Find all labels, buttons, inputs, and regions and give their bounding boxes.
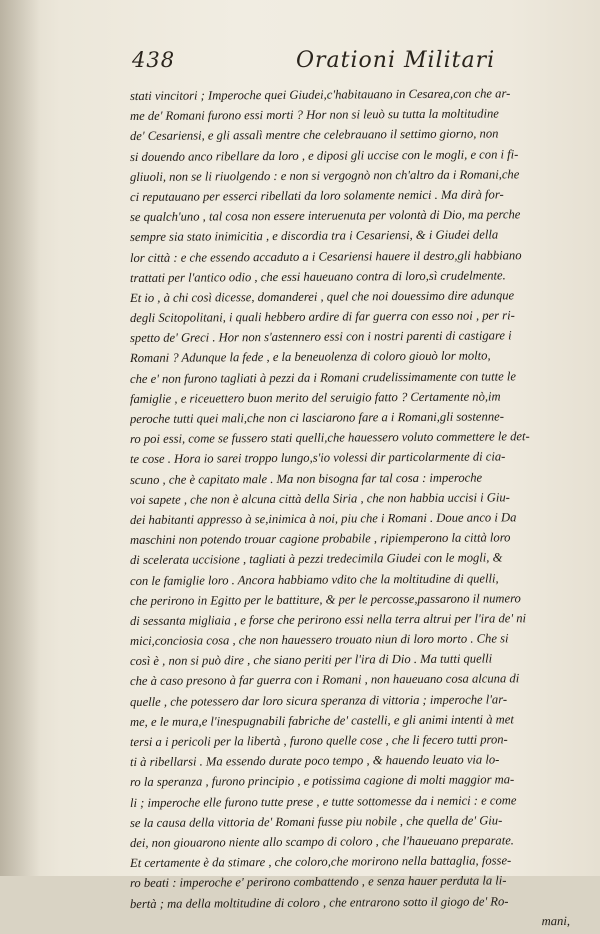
text-line: se qualch'uno , tal cosa non essere interuenuta per volontà di Dio, ma perche [130,207,521,225]
text-line: se la causa della vittoria de' Romani fusse piu nobile , che quella de' Giu- [130,813,503,830]
text-line: si douendo anco ribellare da loro , e diposi gli uccise con le mogli, e con i fi- [130,146,519,164]
page-number: 438 [132,48,176,72]
text-line: degli Scitopolitani, i quali hebbero ardire di far guerra con esso noi , per ri- [130,308,515,326]
text-line: scuno , che è capitato male . Ma non bisogna far tal cosa : imperoche [130,470,483,487]
body-text [130,83,570,934]
text-line: me, e le mura,e l'inespugnabili fabriche de' castelli, e gli animi intenti à met [130,712,514,729]
text-line: quelle , che potessero dar loro sicura speranza di vittoria ; imperoche l'ar- [130,691,508,709]
text-line: peroche tutti quei mali,che non ci lasciarono fare a i Romani,gli sostenne- [130,409,504,426]
text-line: Et io , à chi così dicesse, domanderei , quel che noi douessimo dire adunque [130,288,515,305]
running-title: Orationi Militari [296,48,496,73]
spine-shadow [0,0,40,876]
text-line: spetto de' Greci . Hor non s'astennero essi con i nostri parenti di castigare i [130,328,512,346]
text-line: stati vincitori ; Imperoche quei Giudei,c'habitauano in Cesarea,con che ar- [130,86,511,103]
catchword: mani, [541,913,570,928]
text-line: ci reputauano per esserci ribellati da loro solamente nemici . Ma dirà for- [130,187,504,204]
text-line: che perirono in Egitto per le battiture, & per le percosse,passarono il numero [130,590,521,608]
text-line: tersi a i pericoli per la libertà , furono quelle cose , che li fecero tutti pron- [130,732,508,749]
text-line: che à caso presono à far guerra con i Romani , non haueuano cosa alcuna di [130,671,520,689]
text-line: ro beati : imperoche e' perirono combattendo , e senza hauer perduta la li- [130,873,507,891]
text-line: lor città : e che essendo accaduto a i Cesariensi hauere il destro,gli habbiano [130,247,522,265]
text-line: dei habitanti appresso à se,inimica à noi, piu che i Romani . Doue anco i Da [130,510,517,527]
text-line: Romani ? Adunque la fede , e la beneuolenza di coloro giouò lor molto, [130,348,491,366]
text-line: sempre sia stato inimicitia , e discordia tra i Cesariensi, & i Giudei della [130,227,499,245]
text-line: di sessanta migliaia , e forse che perirono essi nella terra altrui per l'ira de' ni [130,611,527,628]
text-line: gliuoli, non se li riuolgendo : e non si vergognò non ch'altro da i Romani,che [130,167,520,184]
text-line: voi sapete , che non è alcuna città della Siria , che non habbia uccisi i Giu- [130,490,510,507]
text-line: mici,conciosia cosa , che non hauessero trouato niun di loro morto . Che si [130,631,509,649]
text-line: così è , non si può dire , che siano periti per l'ira di Dio . Ma tutti quelli [130,651,493,669]
text-line: me de' Romani furono essi morti ? Hor non si leuò su tutta la moltitudine [130,106,499,124]
text-line: li ; imperoche elle furono tutte prese , e tutte sottomesse da i nemici : e come [130,792,517,810]
text-line: che e' non furono tagliati à pezzi da i Romani crudelissimamente con tutte le [130,368,516,386]
text-line: con le famiglie loro . Ancora habbiamo vdito che la moltitudine di quelli, [130,570,499,588]
text-line: di scelerata uccisione , tagliati à pezzi tredecimila Giudei con le mogli, & [130,550,503,568]
text-line: famiglie , e riceuettero buon merito del seruigio fatto ? Certamente nò,im [130,389,501,406]
page-header [132,48,552,78]
text-line: ti à ribellarsi . Ma essendo durate poco tempo , & hauendo leuato via lo- [130,752,500,770]
text-line: ro poi essi, come se fussero stati quelli,che hauessero voluto commettere le det- [130,429,530,447]
text-line: maschini non potendo trouar cagione probabile , ripiemperono la città loro [130,530,511,548]
text-line: Et certamente è da stimare , che coloro,che morirono nella battaglia, fosse- [130,853,512,871]
text-line: te cose . Hora io sarei troppo lungo,s'io volessi dir particolarmente di cia- [130,449,506,467]
text-line: bertà ; ma della moltitudine di coloro , che entrarono sotto il giogo de' Ro- [130,893,509,911]
text-line: ro la speranza , furono principio , e potissima cagione di molti maggior ma- [130,772,515,790]
text-line: trattati per l'antico odio , che essi haueuano contra di loro,sì crudelmente. [130,268,506,285]
text-line: dei, non giouarono niente allo scampo di coloro , che l'haueuano preparate. [130,833,514,850]
text-line: de' Cesariensi, e gli assalì mentre che celebrauano il settimo giorno, non [130,126,499,144]
